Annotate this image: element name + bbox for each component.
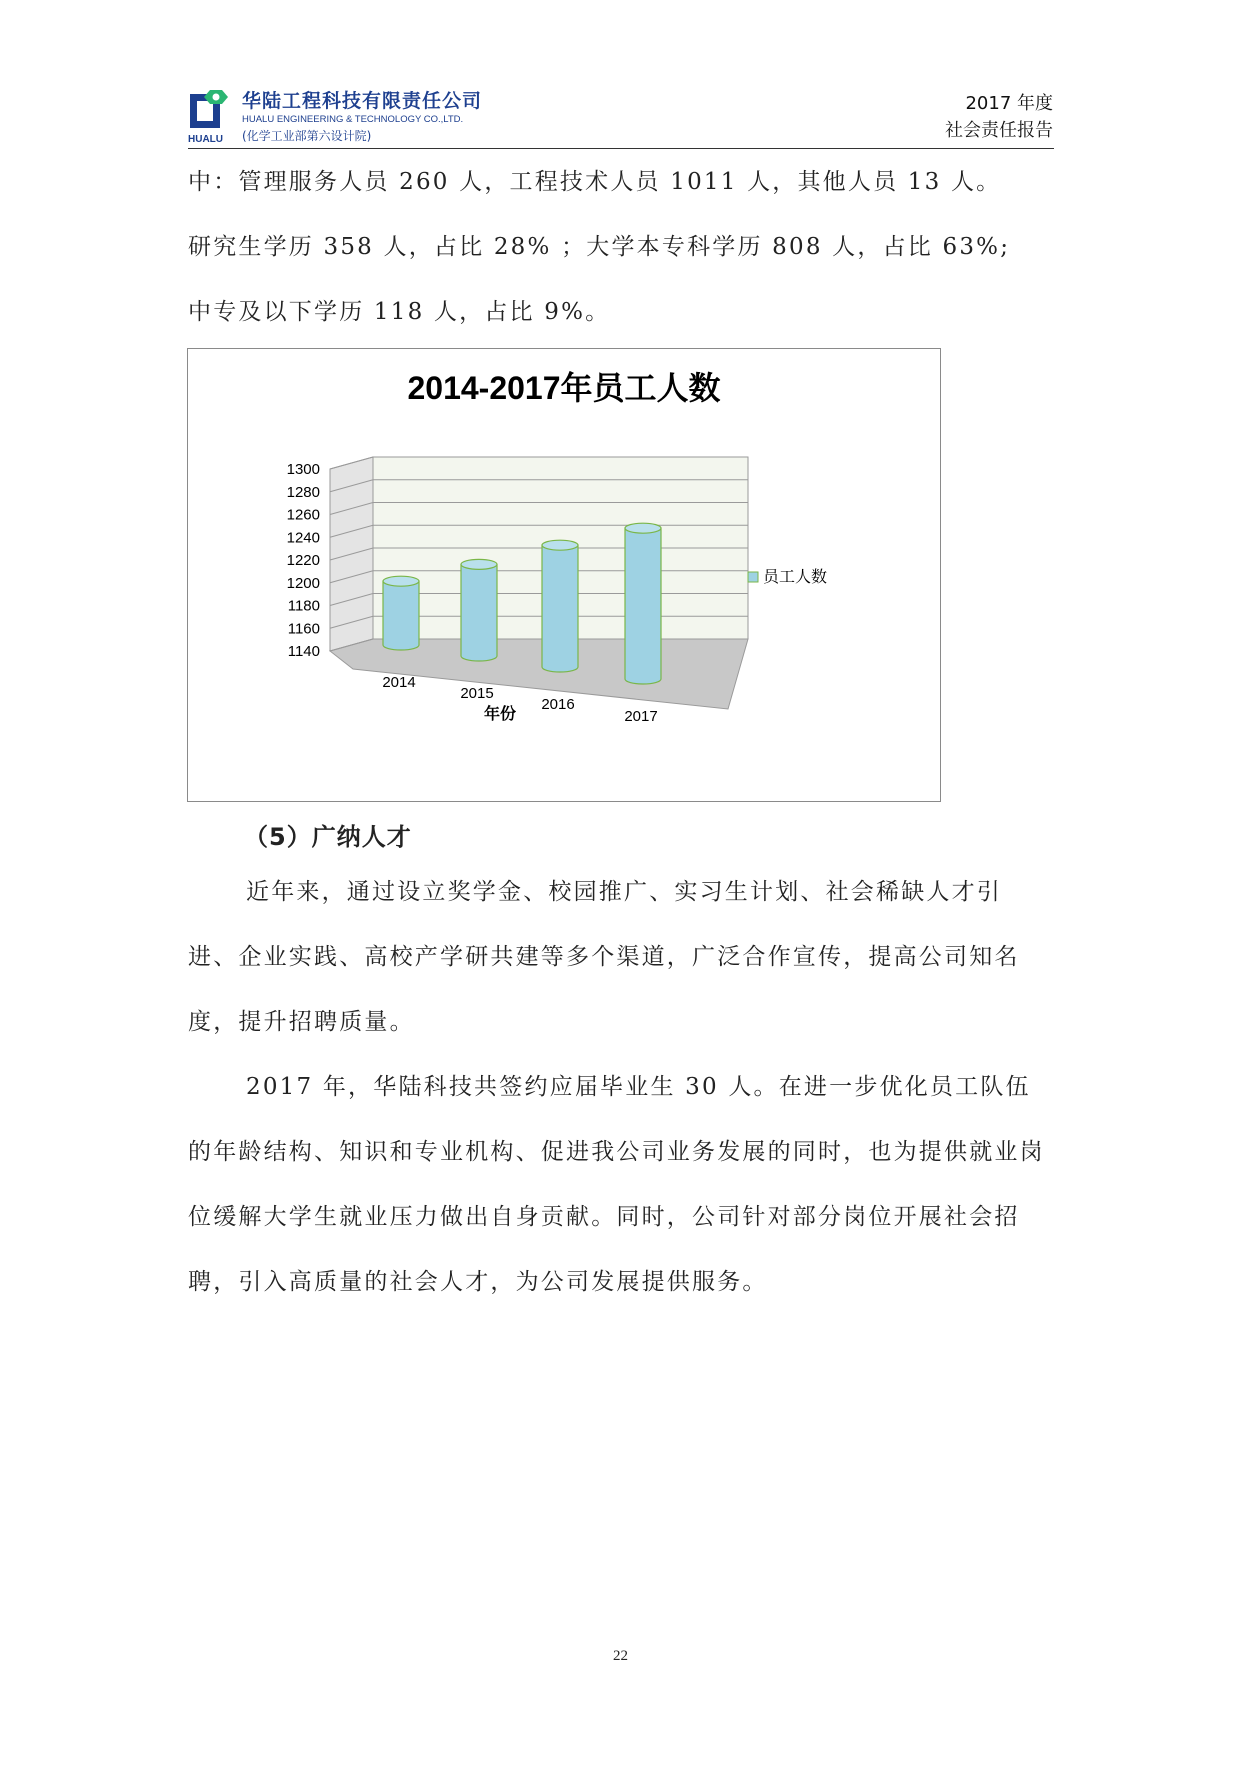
chart-y-tick-label: 1140 xyxy=(287,643,320,660)
report-label xyxy=(945,90,1053,144)
chart-bar xyxy=(461,564,497,661)
chart-x-tick-label: 2014 xyxy=(382,674,416,691)
chart-y-tick-label: 1180 xyxy=(287,597,320,615)
employee-chart xyxy=(187,348,941,802)
chart-y-tick-label: 1240 xyxy=(286,529,320,547)
paragraph-line: 中专及以下学历 118 人，占比 9%。 xyxy=(188,299,611,325)
chart-bar-top xyxy=(461,559,497,569)
company-name-en: HUALU ENGINEERING & TECHNOLOGY CO.,LTD. xyxy=(242,114,464,125)
company-subtitle: (化学工业部第六设计院) xyxy=(242,129,372,143)
chart-bar xyxy=(542,545,578,672)
page-number: 22 xyxy=(613,1648,628,1664)
chart-canvas xyxy=(188,349,940,801)
report-title: 社会责任报告 xyxy=(945,120,1053,141)
chart-x-tick-label: 2017 xyxy=(624,708,658,725)
section-heading: （5）广纳人才 xyxy=(244,823,412,851)
chart-x-tick-label: 2016 xyxy=(541,696,575,713)
company-name-cn: 华陆工程科技有限责任公司 xyxy=(242,90,483,112)
chart-y-tick-label: 1260 xyxy=(286,506,320,524)
chart-bar-top xyxy=(383,576,419,586)
chart-bar xyxy=(383,581,419,650)
chart-y-tick-label: 1200 xyxy=(286,574,320,592)
chart-legend-swatch xyxy=(748,572,758,582)
page-header xyxy=(188,84,1053,150)
header-divider xyxy=(188,148,1054,149)
chart-y-tick-label: 1220 xyxy=(286,552,320,569)
chart-x-axis-label: 年份 xyxy=(483,706,517,723)
chart-bar xyxy=(625,528,661,684)
paragraph-recruiting: 近年来，通过设立奖学金、校园推广、实习生计划、社会稀缺人才引进、企业实践、高校产学研共建等多个渠道，广泛合作宣传，提高公司知名度，提升招聘质量。 xyxy=(188,879,1020,1035)
company-block xyxy=(242,86,482,144)
logo-text: HUALU xyxy=(188,134,223,145)
chart-bar-top xyxy=(625,523,661,533)
chart-bar-top xyxy=(542,540,578,550)
hualu-logo-icon xyxy=(188,88,234,146)
paragraph-graduates: 2017 年，华陆科技共签约应届毕业生 30 人。在进一步优化员工队伍的年龄结构、知识和专业机构、促进我公司业务发展的同时，也为提供就业岗位缓解大学生就业压力做出自身贡献。同时，公司针对部分岗位开展社会招聘，引入高质量的社会人才，为公司发展提供服务。 xyxy=(188,1074,1045,1295)
chart-legend-label: 员工人数 xyxy=(763,569,828,586)
paragraph-line: 中：管理服务人员 260 人，工程技术人员 1011 人，其他人员 13 人。 xyxy=(188,169,1002,195)
chart-title: 2014-2017年员工人数 xyxy=(407,370,721,406)
report-year: 2017 年度 xyxy=(965,93,1053,114)
chart-x-tick-label: 2015 xyxy=(460,685,494,702)
chart-y-tick-label: 1300 xyxy=(286,461,320,478)
chart-y-tick-label: 1160 xyxy=(287,620,320,638)
chart-y-tick-label: 1280 xyxy=(286,483,320,501)
paragraph-line: 研究生学历 358 人，占比 28% ；大学本专科学历 808 人，占比 63%; xyxy=(188,234,1011,260)
